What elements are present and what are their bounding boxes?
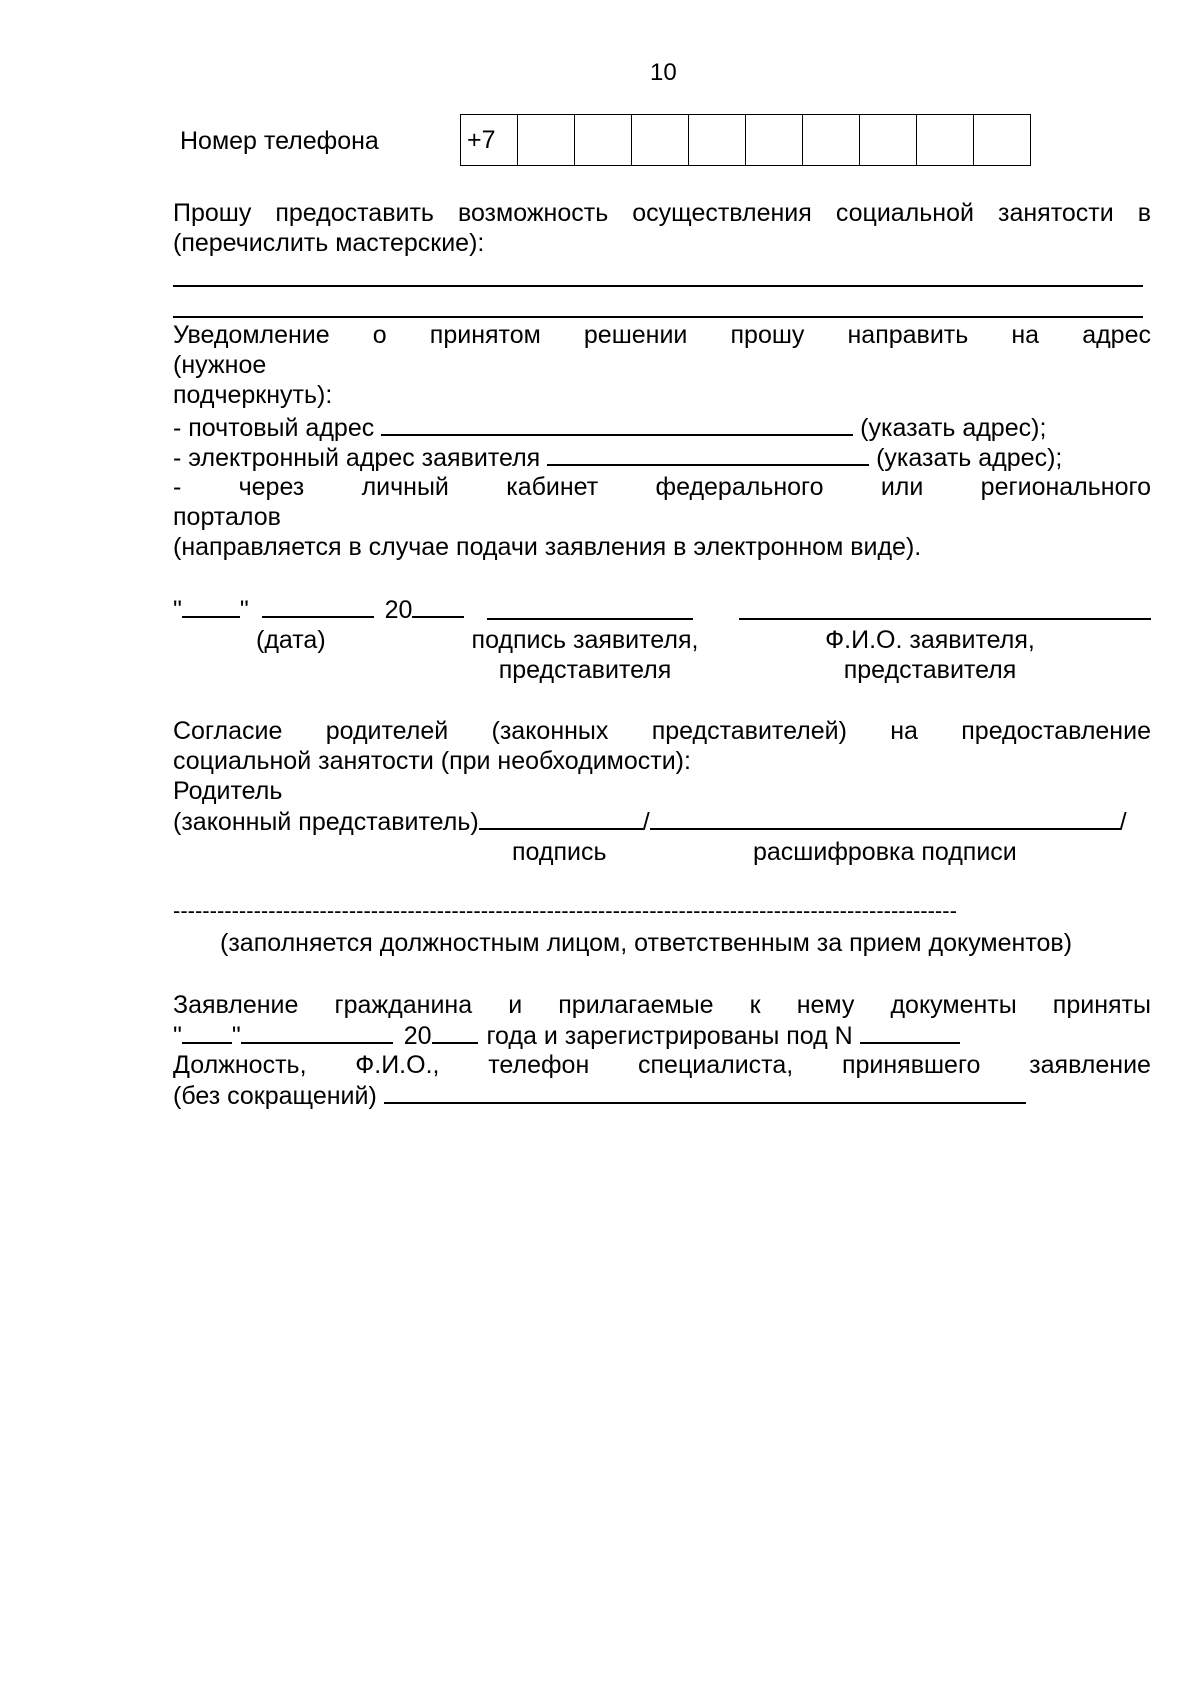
year-fill[interactable] — [412, 594, 464, 618]
phone-number-grid — [460, 114, 1031, 166]
parent-signature-fill[interactable] — [479, 806, 643, 830]
notification-line-3: подчеркнуть): — [173, 381, 333, 409]
workshops-fill-line-2[interactable] — [173, 316, 1143, 318]
name-caption-2: представителя — [843, 656, 1017, 684]
official-line-3: Должность, Ф.И.О., телефон специалиста, принявшего заявление — [173, 1051, 1151, 1079]
consent-line-2: социальной занятости (при необходимости): — [173, 747, 691, 775]
phone-digit-cell[interactable] — [632, 115, 689, 166]
date-signature-row: " " 20 — [173, 594, 464, 625]
phone-digit-cell[interactable] — [917, 115, 974, 166]
request-line-1: Прошу предоставить возможность осуществления социальной занятости в — [173, 199, 1151, 227]
phone-digit-cell[interactable] — [518, 115, 575, 166]
notification-line-2: (нужное — [173, 351, 267, 379]
postal-address-row: - почтовый адрес (указать адрес); — [173, 414, 1047, 442]
phone-digit-cell[interactable] — [689, 115, 746, 166]
dashed-separator: ----------------------------------------------------------------------------------------------------------- — [173, 898, 957, 923]
date-caption: (дата) — [256, 626, 326, 654]
parent-signature-row: (законный представитель) / / — [173, 808, 1127, 836]
name-caption-1: Ф.И.О. заявителя, — [825, 626, 1035, 654]
consent-line-1: Согласие родителей (законных представителей) на предоставление — [173, 717, 1151, 745]
official-line-2: " " 20 года и зарегистрированы под N — [173, 1020, 960, 1051]
phone-prefix-cell: +7 — [461, 115, 518, 166]
phone-label: Номер телефона — [180, 127, 379, 155]
page-number: 10 — [650, 59, 677, 86]
phone-digit-cell[interactable] — [974, 115, 1031, 166]
official-line-1: Заявление гражданина и прилагаемые к нему документы приняты — [173, 991, 1151, 1019]
official-day-fill[interactable] — [182, 1020, 232, 1044]
portal-line-3: (направляется в случае подачи заявления в электронном виде). — [173, 533, 922, 561]
applicant-name-fill[interactable] — [739, 618, 1151, 620]
notification-line-1: Уведомление о принятом решении прошу направить на адрес — [173, 321, 1151, 349]
parent-decode-caption: расшифровка подписи — [753, 838, 1017, 866]
email-address-fill[interactable] — [547, 442, 869, 466]
portal-line-2: порталов — [173, 503, 281, 531]
email-address-row: - электронный адрес заявителя (указать адрес); — [173, 444, 1063, 472]
official-note: (заполняется должностным лицом, ответственным за прием документов) — [220, 929, 1073, 957]
sign-caption-1: подпись заявителя, — [471, 626, 699, 654]
phone-digit-cell[interactable] — [575, 115, 632, 166]
official-year-fill[interactable] — [432, 1020, 478, 1044]
request-line-2: (перечислить мастерские): — [173, 229, 485, 257]
phone-digit-cell[interactable] — [860, 115, 917, 166]
specialist-details-fill[interactable] — [384, 1080, 1026, 1104]
parent-sign-caption: подпись — [512, 838, 607, 866]
official-month-fill[interactable] — [241, 1020, 393, 1044]
portal-line-1: - через личный кабинет федерального или регионального — [173, 473, 1151, 501]
parent-name-fill[interactable] — [650, 806, 1120, 830]
sign-caption-2: представителя — [498, 656, 672, 684]
phone-digit-cell[interactable] — [803, 115, 860, 166]
day-fill[interactable] — [182, 594, 240, 618]
phone-digit-cell[interactable] — [746, 115, 803, 166]
postal-address-fill[interactable] — [381, 412, 853, 436]
month-fill[interactable] — [262, 594, 374, 618]
registration-number-fill[interactable] — [860, 1020, 960, 1044]
consent-line-3: Родитель — [173, 777, 283, 805]
workshops-fill-line-1[interactable] — [173, 285, 1143, 287]
applicant-signature-fill[interactable] — [487, 618, 693, 620]
official-line-4: (без сокращений) — [173, 1080, 1026, 1111]
